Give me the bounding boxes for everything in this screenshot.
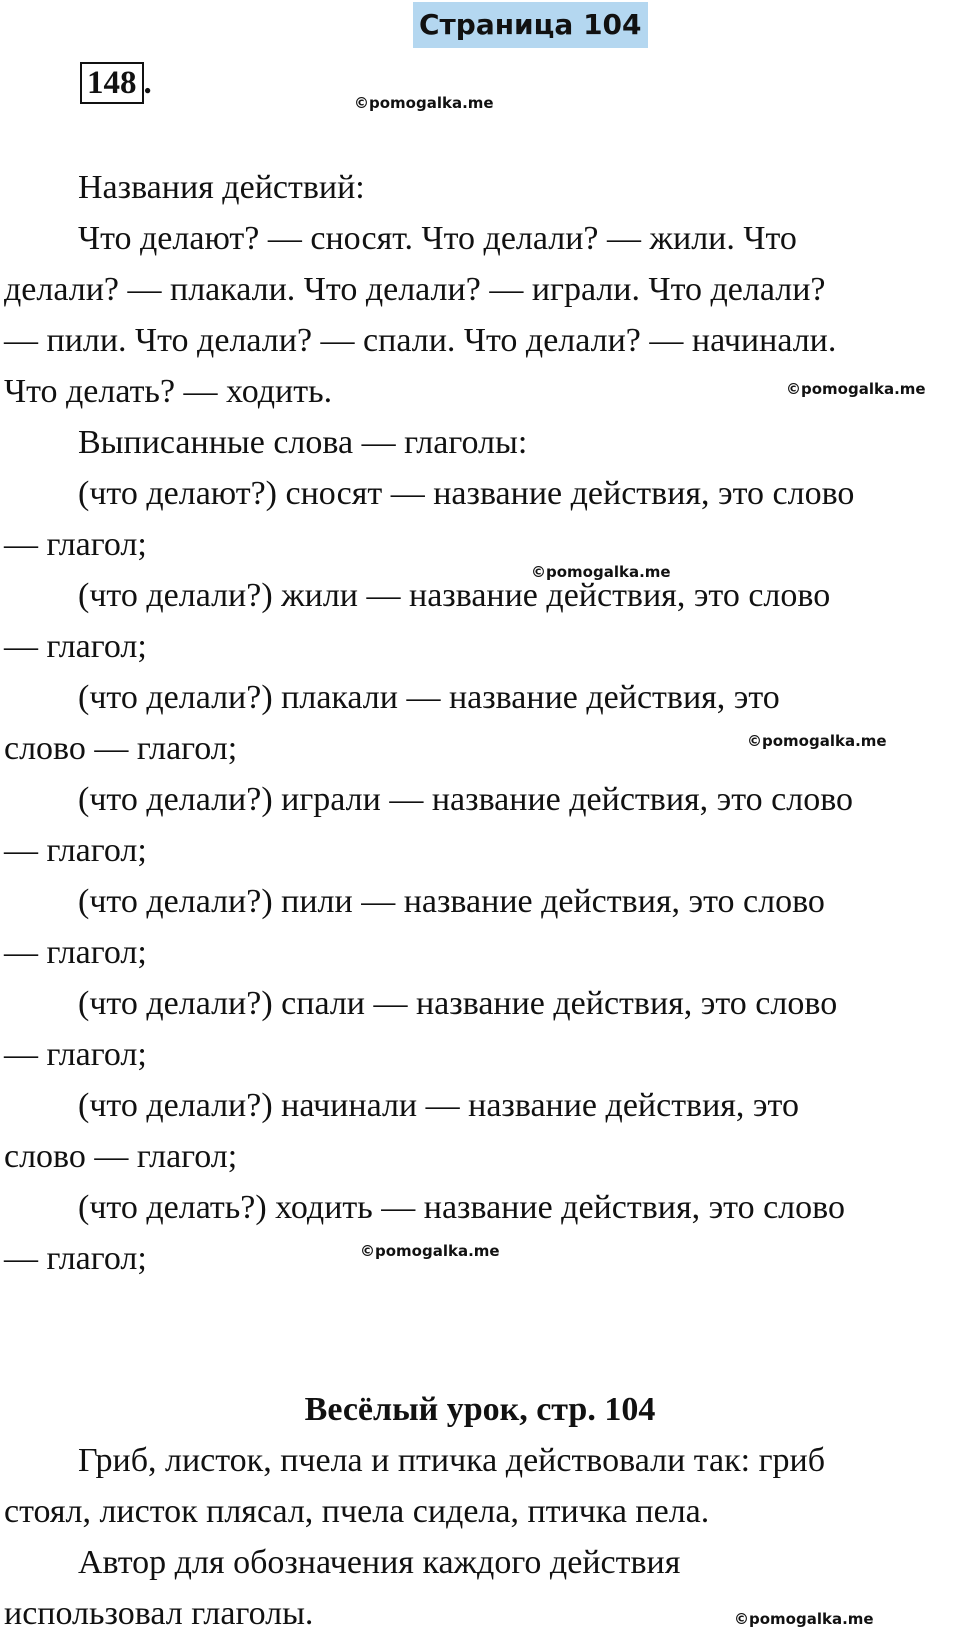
- text-line: Выписанные слова — глаголы:: [78, 424, 528, 461]
- task-number: [80, 62, 152, 104]
- watermark: ©pomogalka.me: [747, 732, 887, 750]
- text-line: — глагол;: [4, 628, 147, 665]
- text-line: (что делают?) сносят — название действия, это слово: [78, 475, 855, 512]
- watermark: ©pomogalka.me: [354, 94, 494, 112]
- text-line: (что делали?) начинали — название действия, это: [78, 1087, 799, 1124]
- task-number-box: 148: [80, 62, 144, 104]
- text-line: слово — глагол;: [4, 1138, 238, 1175]
- text-line: слово — глагол;: [4, 730, 238, 767]
- text-line: стоял, листок плясал, пчела сидела, птичка пела.: [4, 1493, 710, 1530]
- watermark: ©pomogalka.me: [786, 380, 926, 398]
- text-line: — глагол;: [4, 832, 147, 869]
- task-number-dot: .: [143, 65, 152, 101]
- text-line: использовал глаголы.: [4, 1595, 314, 1632]
- text-line: — пили. Что делали? — спали. Что делали? — начинали.: [4, 322, 837, 359]
- text-line: Гриб, листок, пчела и птичка действовали так: гриб: [78, 1442, 826, 1479]
- text-line: — глагол;: [4, 526, 147, 563]
- text-line: Что делают? — сносят. Что делали? — жили. Что: [78, 220, 797, 257]
- text-line: (что делали?) спали — название действия, это слово: [78, 985, 838, 1022]
- text-line: делали? — плакали. Что делали? — играли. Что делали?: [4, 271, 826, 308]
- text-line: (что делали?) играли — название действия, это слово: [78, 781, 854, 818]
- watermark: ©pomogalka.me: [734, 1610, 874, 1628]
- text-line: Автор для обозначения каждого действия: [78, 1544, 681, 1581]
- text-line: (что делать?) ходить — название действия, это слово: [78, 1189, 845, 1226]
- watermark: ©pomogalka.me: [531, 563, 671, 581]
- page-title: Страница 104: [413, 2, 648, 48]
- text-line: — глагол;: [4, 934, 147, 971]
- text-line: Названия действий:: [78, 169, 365, 206]
- text-line: (что делали?) плакали — название действия, это: [78, 679, 780, 716]
- text-line: (что делали?) пили — название действия, это слово: [78, 883, 825, 920]
- watermark: ©pomogalka.me: [360, 1242, 500, 1260]
- section-title: Весёлый урок, стр. 104: [304, 1391, 656, 1428]
- text-line: Что делать? — ходить.: [4, 373, 333, 410]
- text-line: (что делали?) жили — название действия, это слово: [78, 577, 831, 614]
- text-line: — глагол;: [4, 1036, 147, 1073]
- text-line: — глагол;: [4, 1240, 147, 1277]
